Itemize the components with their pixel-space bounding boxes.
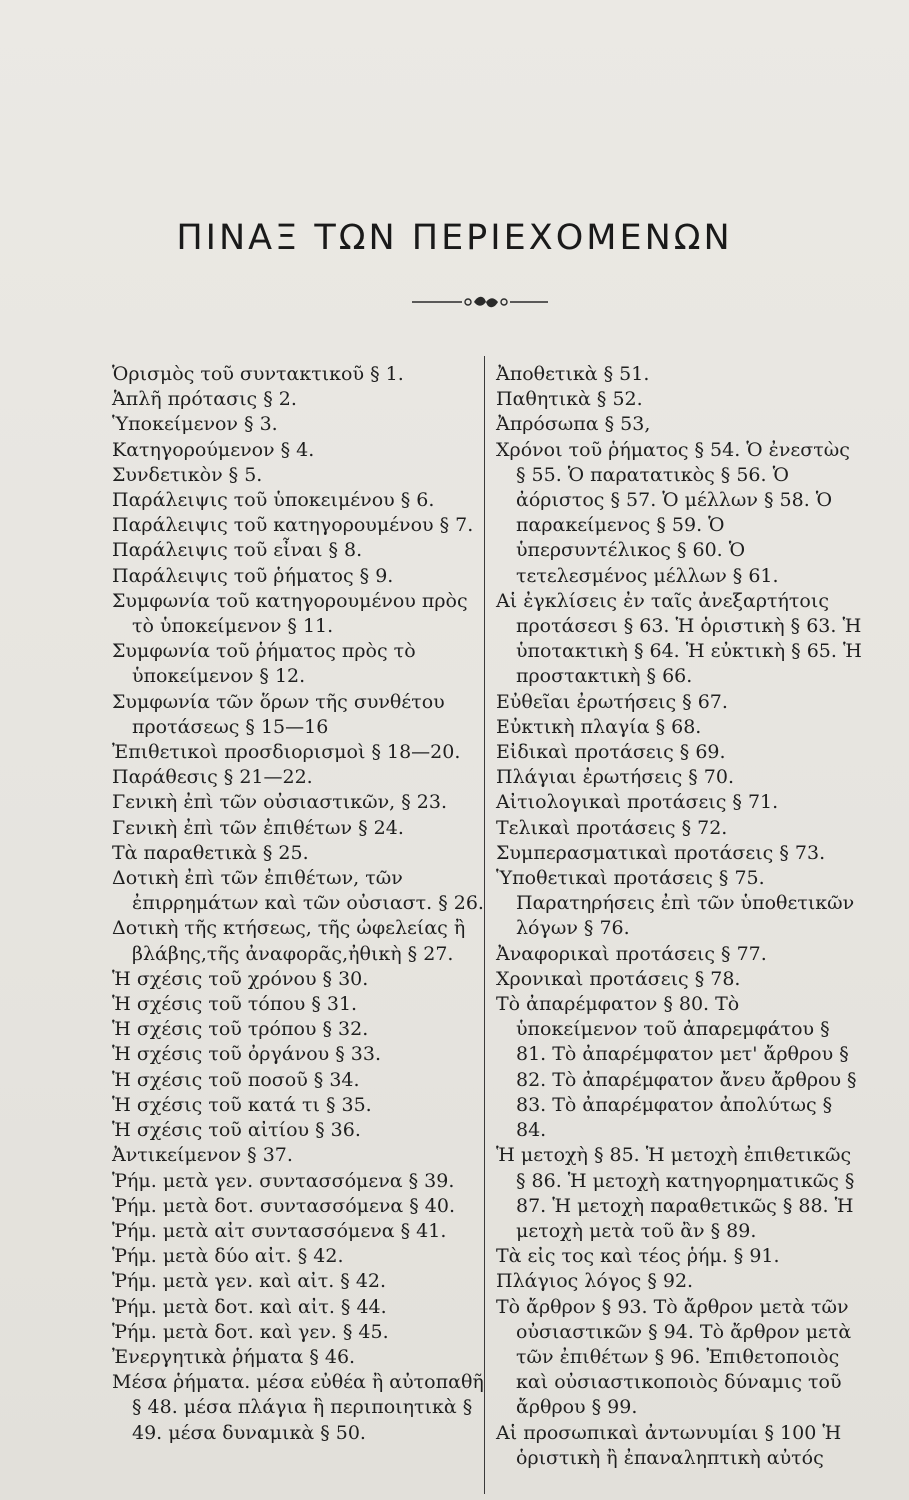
toc-entry: Χρόνοι τοῦ ῥήματος § 54. Ὁ ἐνεστὼς § 55. Ὁ παρατατικὸς § 56. Ὁ ἀόριστος § 57. Ὁ μέλλων § 58. Ὁ παρακείμενος § 59. Ὁ ὑπερσυντέλικος § 60. Ὁ τετελεσμένος μέλλων § 61. — [496, 438, 850, 587]
toc-entry: Τὸ ἀπαρέμφατον § 80. Τὸ ὑποκείμενον τοῦ ἀπαρεμφάτου § 81. Τὸ ἀπαρέμφατον μετ' ἄρθρου § 82. Τὸ ἀπαρέμφατον ἄνευ ἄρθρου § 83. Τὸ ἀπαρέμφατον ἀπολύτως § 84. — [496, 993, 857, 1142]
toc-entry: Πλάγιαι ἐρωτήσεις § 70. — [496, 766, 735, 789]
toc-entry: Ῥήμ. μετὰ δοτ. καὶ αἰτ. § 44. — [112, 1295, 387, 1318]
toc-entry: Τὰ εἰς τος καὶ τέος ῥήμ. § 91. — [496, 1245, 780, 1268]
toc-entry: Εὐκτικὴ πλαγία § 68. — [496, 715, 702, 738]
toc-entry: Ἀναφορικαὶ προτάσεις § 77. — [496, 942, 767, 965]
toc-entry: Παράλειψις τοῦ ὑποκειμένου § 6. — [112, 489, 435, 512]
toc-entry: Εἰδικαὶ προτάσεις § 69. — [496, 741, 726, 764]
toc-entry: Ἡ σχέσις τοῦ χρόνου § 30. — [112, 967, 369, 990]
toc-entry: Παράλειψις τοῦ κατηγορουμένου § 7. — [112, 514, 474, 537]
toc-entry: Γενικὴ ἐπὶ τῶν ἐπιθέτων § 24. — [112, 816, 404, 839]
toc-entry: Πλάγιος λόγος § 92. — [496, 1270, 694, 1293]
toc-entry: Συμπερασματικαὶ προτάσεις § 73. — [496, 841, 826, 864]
toc-entry: Ῥήμ. μετὰ δύο αἰτ. § 42. — [112, 1245, 344, 1268]
toc-entry: Ἐνεργητικὰ ῥήματα § 46. — [112, 1345, 356, 1368]
toc-entry: Ἡ σχέσις τοῦ αἰτίου § 36. — [112, 1119, 361, 1142]
toc-entry: Ῥήμ. μετὰ γεν. συντασσόμενα § 39. — [112, 1169, 455, 1192]
toc-entry: Αἰτιολογικαὶ προτάσεις § 71. — [496, 791, 779, 814]
toc-entry: Παθητικὰ § 52. — [496, 388, 643, 411]
toc-entry: Ῥήμ. μετὰ γεν. καὶ αἰτ. § 42. — [112, 1270, 387, 1293]
toc-entry: Παράλειψις τοῦ εἶναι § 8. — [112, 539, 363, 562]
toc-entry: Ὁρισμὸς τοῦ συντακτικοῦ § 1. — [112, 363, 404, 385]
toc-entry: Συμφωνία τοῦ κατηγορουμένου πρὸς τὸ ὑποκείμενον § 11. — [112, 589, 468, 638]
toc-entry: Χρονικαὶ προτάσεις § 78. — [496, 967, 741, 990]
toc-entry: Ῥήμ. μετὰ δοτ. συντασσόμενα § 40. — [112, 1194, 456, 1217]
toc-entry: Ἡ σχέσις τοῦ τόπου § 31. — [112, 993, 358, 1016]
toc-entry: Ἡ σχέσις τοῦ ποσοῦ § 34. — [112, 1068, 360, 1091]
toc-entry: Ἐπιθετικοὶ προσδιορισμοὶ § 18—20. — [112, 741, 461, 764]
toc-entry: Συμφωνία τοῦ ῥήματος πρὸς τὸ ὑποκείμενον § 12. — [112, 640, 416, 688]
toc-entry: Δοτικὴ ἐπὶ τῶν ἐπιθέτων, τῶν ἐπιρρημάτων καὶ τῶν οὐσιαστ. § 26. — [112, 867, 484, 915]
page-title: ΠΙΝΑΞ ΤΩΝ ΠΕΡΙΕΧΟΜΕΝΩΝ — [176, 218, 733, 258]
toc-entry: Παράλειψις τοῦ ῥήματος § 9. — [112, 564, 394, 587]
toc-entry: Τὸ ἄρθρον § 93. Τὸ ἄρθρον μετὰ τῶν οὐσιαστικῶν § 94. Τὸ ἄρθρον μετὰ τῶν ἐπιθέτων § 96. Ἐπιθετοποιὸς καὶ οὐσιαστικοποιὸς δύναμις τοῦ ἄρθρου § 99. — [496, 1295, 852, 1419]
toc-entry: Ἁπλῆ πρότασις § 2. — [112, 388, 297, 411]
toc-entry: Συμφωνία τῶν ὅρων τῆς συνθέτου προτάσεως § 15—16 — [112, 690, 445, 738]
toc-entry: Τελικαὶ προτάσεις § 72. — [496, 816, 728, 839]
toc-entry: Κατηγορούμενον § 4. — [112, 438, 315, 461]
toc-entry: Ἡ σχέσις τοῦ ὀργάνου § 33. — [112, 1043, 381, 1066]
toc-entry: Ἡ μετοχὴ § 85. Ἡ μετοχὴ ἐπιθετικῶς § 86. Ἡ μετοχὴ κατηγορηματικῶς § 87. Ἡ μετοχὴ παραθετικῶς § 88. Ἡ μετοχὴ μετὰ τοῦ ἂν § 89. — [496, 1144, 855, 1242]
toc-entry: Ἀπρόσωπα § 53, — [496, 413, 651, 436]
ornament-divider-icon — [410, 292, 550, 312]
toc-entry: Ἡ σχέσις τοῦ κατά τι § 35. — [112, 1093, 372, 1116]
toc-entry: Συνδετικὸν § 5. — [112, 463, 263, 486]
toc-entry: Εὐθεῖαι ἐρωτήσεις § 67. — [496, 690, 728, 713]
toc-entry: Ἀντικείμενον § 37. — [112, 1144, 293, 1167]
toc-entry: Μέσα ῥήματα. μέσα εὐθέα ἢ αὐτοπαθῆ § 48. μέσα πλάγια ἢ περιποιητικὰ § 49. μέσα δυναμικὰ § 50. — [112, 1371, 484, 1444]
toc-entry: Ὑποθετικαὶ προτάσεις § 75. Παρατηρήσεις ἐπὶ τῶν ὑποθετικῶν λόγων § 76. — [496, 867, 855, 940]
toc-entry: Δοτικὴ τῆς κτήσεως, τῆς ὠφελείας ἢ βλάβης,τῆς ἀναφορᾶς,ἠθικὴ § 27. — [112, 917, 466, 965]
toc-entry: Παράθεσις § 21—22. — [112, 766, 313, 789]
contents-right-column — [496, 362, 862, 1471]
toc-entry: Ῥήμ. μετὰ δοτ. καὶ γεν. § 45. — [112, 1320, 389, 1343]
toc-entry: Τὰ παραθετικὰ § 25. — [112, 841, 309, 864]
toc-entry: Ὑποκείμενον § 3. — [112, 413, 278, 436]
column-divider — [484, 356, 485, 1494]
toc-entry: Ἡ σχέσις τοῦ τρόπου § 32. — [112, 1018, 369, 1041]
toc-entry: Αἱ προσωπικαὶ ἀντωνυμίαι § 100 Ἡ ὁριστικὴ ἢ ἐπαναληπτικὴ αὐτός — [496, 1421, 842, 1469]
toc-entry: Ῥήμ. μετὰ αἰτ συντασσόμενα § 41. — [112, 1219, 447, 1242]
toc-entry: Γενικὴ ἐπὶ τῶν οὐσιαστικῶν, § 23. — [112, 791, 448, 814]
contents-left-column — [112, 362, 484, 1446]
toc-entry: Αἱ ἐγκλίσεις ἐν ταῖς ἀνεξαρτήτοις προτάσεσι § 63. Ἡ ὁριστικὴ § 63. Ἡ ὑποτακτικὴ § 64. Ἡ εὐκτικὴ § 65. Ἡ προστακτικὴ § 66. — [496, 589, 862, 688]
toc-entry: Ἀποθετικὰ § 51. — [496, 363, 650, 385]
